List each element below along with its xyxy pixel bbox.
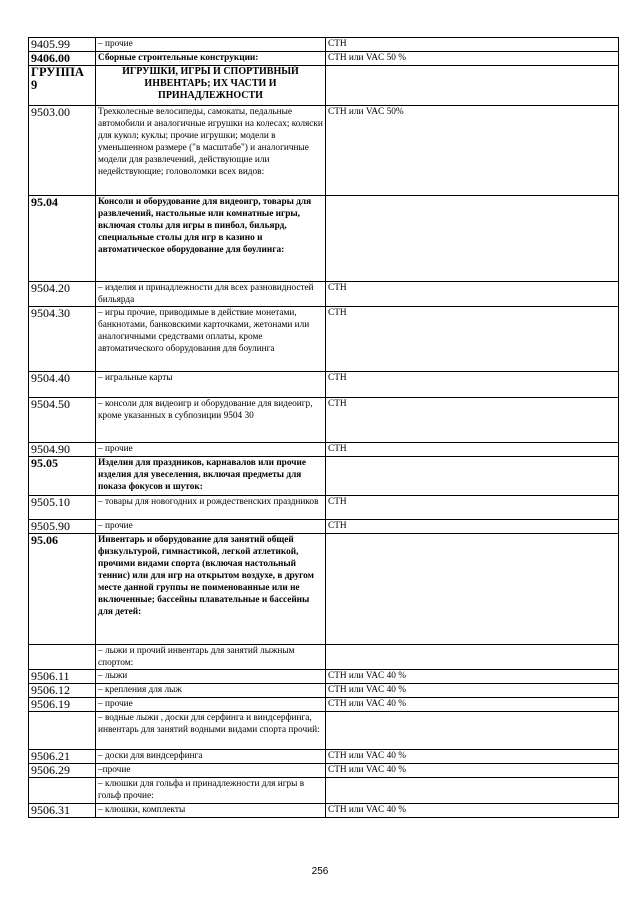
description-cell: – игры прочие, приводимые в действие монетами, банкнотами, банковскими карточками, жетонами или аналогичными средствами оплаты, кроме автоматического оборудования для боулинга [96, 307, 326, 372]
rate-cell [326, 534, 619, 645]
table-row [29, 712, 619, 750]
description-cell: – прочие [96, 698, 326, 712]
rate-cell: СТН или VAC 40 % [326, 684, 619, 698]
description-cell: ИГРУШКИ, ИГРЫ И СПОРТИВНЫЙ ИНВЕНТАРЬ; ИХ ЧАСТИ И ПРИНАДЛЕЖНОСТИ [96, 66, 326, 106]
rate-cell: СТН [326, 372, 619, 398]
code-cell: 95.05 [29, 457, 96, 496]
table-row [29, 443, 619, 457]
table-row [29, 670, 619, 684]
table-row [29, 457, 619, 496]
code-cell: 95.06 [29, 534, 96, 645]
table-row [29, 52, 619, 66]
description-cell: – игральные карты [96, 372, 326, 398]
description-cell: – доски для виндсерфинга [96, 750, 326, 764]
table-row [29, 372, 619, 398]
table-row [29, 196, 619, 282]
rate-cell: СТН или VAC 40 % [326, 764, 619, 778]
code-cell: 9506.12 [29, 684, 96, 698]
rate-cell [326, 457, 619, 496]
rate-cell [326, 66, 619, 106]
table-row [29, 778, 619, 804]
code-cell: 9504.20 [29, 282, 96, 307]
description-cell: – клюшки, комплекты [96, 804, 326, 818]
table-row [29, 698, 619, 712]
description-cell: Изделия для праздников, карнавалов или прочие изделия для увеселения, включая предметы для показа фокусов и шуток: [96, 457, 326, 496]
description-cell: – консоли для видеоигр и оборудование для видеоигр, кроме указанных в субпозиции 9504 30 [96, 398, 326, 443]
code-cell: 9504.40 [29, 372, 96, 398]
code-cell: 9506.29 [29, 764, 96, 778]
code-cell: 9504.30 [29, 307, 96, 372]
table-row [29, 750, 619, 764]
description-cell: – прочие [96, 443, 326, 457]
rate-cell: СТН [326, 282, 619, 307]
table-row [29, 282, 619, 307]
table-row [29, 534, 619, 645]
rate-cell: СТН или VAC 40 % [326, 804, 619, 818]
rate-cell: СТН [326, 307, 619, 372]
code-cell: 9505.90 [29, 520, 96, 534]
code-cell: 9506.21 [29, 750, 96, 764]
description-cell: – прочие [96, 38, 326, 52]
description-cell: – изделия и принадлежности для всех разновидностей бильярда [96, 282, 326, 307]
table-row [29, 520, 619, 534]
description-cell: – лыжи [96, 670, 326, 684]
table-row [29, 764, 619, 778]
code-cell: 9503.00 [29, 106, 96, 196]
rate-cell [326, 778, 619, 804]
code-cell: 9504.50 [29, 398, 96, 443]
description-cell: – крепления для лыж [96, 684, 326, 698]
rate-cell: СТН [326, 398, 619, 443]
rate-cell: СТН [326, 496, 619, 520]
table-row [29, 645, 619, 670]
rate-cell: СТН [326, 443, 619, 457]
description-cell: Консоли и оборудование для видеоигр, товары для развлечений, настольные или комнатные игры, включая столы для игры в пинбол, бильярд, специальные столы для игр в казино и автоматическое оборудование для боулинга: [96, 196, 326, 282]
table-row [29, 66, 619, 106]
rate-cell: СТН [326, 38, 619, 52]
description-cell: Сборные строительные конструкции: [96, 52, 326, 66]
description-cell: – клюшки для гольфа и принадлежности для игры в гольф прочие: [96, 778, 326, 804]
rate-cell [326, 196, 619, 282]
code-cell: 9506.11 [29, 670, 96, 684]
code-cell: 9506.31 [29, 804, 96, 818]
rate-cell: СТН [326, 520, 619, 534]
table-row [29, 106, 619, 196]
rate-cell [326, 645, 619, 670]
rate-cell [326, 712, 619, 750]
tariff-table [28, 37, 619, 818]
description-cell: Трехколесные велосипеды, самокаты, педальные автомобили и аналогичные игрушки на колесах; коляски для кукол; куклы; прочие игрушки; модели в уменьшенном размере ("в масштабе") и аналогичные модели для развлечений, действующие или недействующие; головоломки всех видов: [96, 106, 326, 196]
rate-cell: СТН или VAC 40 % [326, 670, 619, 684]
code-cell: 9406.00 [29, 52, 96, 66]
rate-cell: СТН или VAC 50 % [326, 52, 619, 66]
table-row [29, 496, 619, 520]
code-cell: 9506.19 [29, 698, 96, 712]
code-cell: 95.04 [29, 196, 96, 282]
rate-cell: СТН или VAC 40 % [326, 698, 619, 712]
description-cell: –прочие [96, 764, 326, 778]
description-cell: – товары для новогодних и рождественских праздников [96, 496, 326, 520]
table-row [29, 38, 619, 52]
description-cell: – лыжи и прочий инвентарь для занятий лыжным спортом: [96, 645, 326, 670]
table-row [29, 804, 619, 818]
code-cell [29, 645, 96, 670]
rate-cell: СТН или VAC 50% [326, 106, 619, 196]
code-cell: ГРУППА 9 [29, 66, 96, 106]
code-cell: 9405.99 [29, 38, 96, 52]
rate-cell: СТН или VAC 40 % [326, 750, 619, 764]
description-cell: Инвентарь и оборудование для занятий общей физкультурой, гимнастикой, легкой атлетикой, прочими видами спорта (включая настольный теннис) или для игр на открытом воздухе, в другом месте данной группы не поименованные или не включенные; бассейны плавательные и бассейны для детей: [96, 534, 326, 645]
page-number: 256 [311, 866, 329, 877]
code-cell: 9505.10 [29, 496, 96, 520]
code-cell [29, 778, 96, 804]
code-cell: 9504.90 [29, 443, 96, 457]
description-cell: – водные лыжи , доски для серфинга и виндсерфинга, инвентарь для занятий водными видами спорта прочий: [96, 712, 326, 750]
description-cell: – прочие [96, 520, 326, 534]
table-row [29, 398, 619, 443]
table-row [29, 307, 619, 372]
code-cell [29, 712, 96, 750]
table-row [29, 684, 619, 698]
